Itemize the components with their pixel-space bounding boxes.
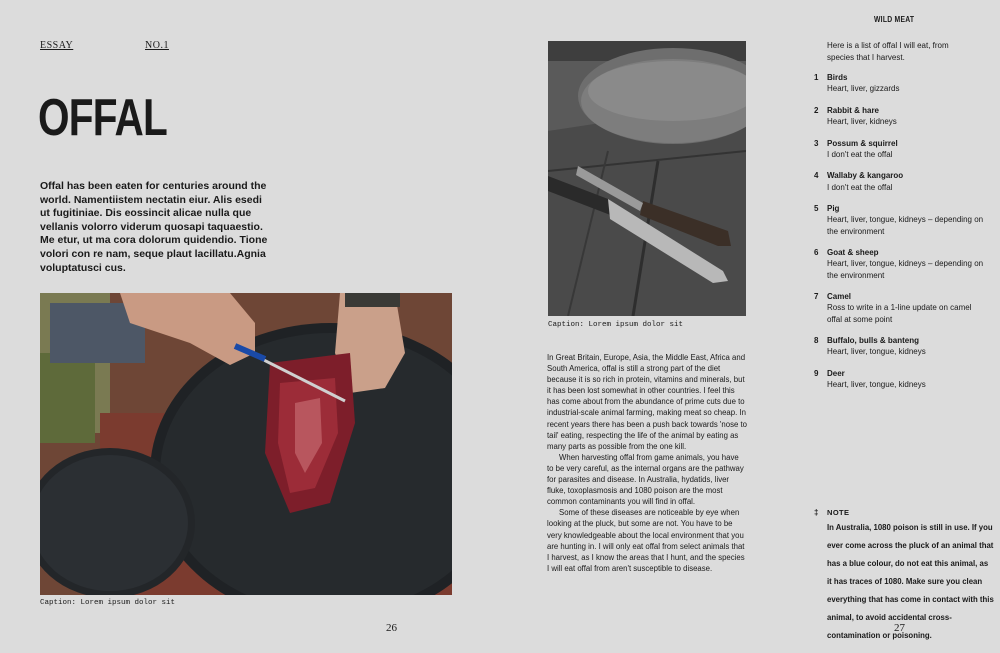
offal-parts: Ross to write in a 1-line update on camel offal at some point <box>827 303 972 324</box>
list-item <box>814 138 984 160</box>
list-item <box>814 335 984 357</box>
species-name: Possum & squirrel <box>827 138 898 148</box>
body-paragraph: When harvesting offal from game animals, you have to be very careful, as the internal organs are the pathway for parasites and disease. In Australia, hydatids, liver fluke, toxoplasmosis and 1080 poison are the most common contaminants you will find in offal. <box>547 452 744 507</box>
list-number: 1 <box>814 73 819 82</box>
offal-parts: Heart, liver, tongue, kidneys – depending on the environment <box>827 215 984 236</box>
species-name: Rabbit & hare <box>827 105 880 115</box>
list-item <box>814 291 984 325</box>
section-label: ESSAY <box>40 40 74 51</box>
body-paragraph: In Great Britain, Europe, Asia, the Middle East, Africa and South America, offal is still a strong part of the diet because it is so rich in protein, vitamins and minerals, but it has been lost somewhat in other countries. I feel this has come about from the abundance of prime cuts due to industrial-scale animal farming, making meat so cheap. In recent years there has been a push back towards 'nose to tail' eating, respecting the life of the animal by eating as many parts as possible from the one kill. <box>547 353 747 451</box>
list-number: 8 <box>814 336 819 346</box>
list-number: 3 <box>814 138 819 148</box>
list-item <box>814 247 984 281</box>
offal-parts: I don't eat the offal <box>827 149 893 159</box>
offal-parts: I don't eat the offal <box>827 182 893 192</box>
butchering-photo <box>40 293 452 595</box>
list-number: 4 <box>814 171 819 181</box>
list-number: 7 <box>814 292 819 302</box>
page-number: 26 <box>386 622 397 634</box>
list-item <box>814 170 984 192</box>
species-name: Camel <box>827 292 852 302</box>
list-item <box>814 203 984 237</box>
species-name: Pig <box>827 204 840 214</box>
list-intro: Here is a list of offal I will eat, from species that I harvest. <box>827 41 949 62</box>
right-page <box>500 0 1000 653</box>
offal-parts: Heart, liver, tongue, kidneys – depending on the environment <box>827 259 984 280</box>
photo-caption: Caption: Lorem ipsum dolor sit <box>40 599 176 607</box>
list-number: 6 <box>814 248 819 258</box>
list-item <box>814 105 984 127</box>
offal-list <box>814 72 984 401</box>
species-name: Wallaby & kangaroo <box>827 171 904 181</box>
issue-label: NO.1 <box>145 40 169 51</box>
body-text <box>547 352 747 574</box>
note-text: In Australia, 1080 poison is still in use. If you ever come across the pluck of an animal that has a blue colour, do not eat this animal, as it has traces of 1080. Make sure you clean everything that has come in contact with this animal, to avoid accidental cross-contamination or poisoning. <box>827 523 994 640</box>
offal-parts: Heart, liver, tongue, kidneys <box>827 347 926 357</box>
page-title: OFFAL <box>38 89 168 147</box>
offal-parts: Heart, liver, kidneys <box>827 117 897 126</box>
body-paragraph: Some of these diseases are noticeable by eye when looking at the pluck, but some are not. You have to be very knowledgeable about the local environment that you are hunting in. I will only eat offal from select animals that I harvest, as I know the areas that I hunt, and the species I will eat offal from aren't susceptible to disease. <box>547 508 745 573</box>
intro-paragraph: Offal has been eaten for centuries around the world. Namentiistem nectatin eiur. Alis esedi ut fugitiniae. Dis eossincit alicae nulla que vellanis volorro viderum quosapi taquaestio. Me etur, ut ma cora dolorum quidendio. Tione volori con re nam, seque plaut lacillatu.Agnia voluptatusci cus. <box>40 180 268 274</box>
list-item <box>814 368 984 390</box>
list-number: 2 <box>814 105 819 115</box>
page-number: 27 <box>894 622 905 634</box>
running-head: WILD MEAT <box>874 15 915 24</box>
knife-photo <box>548 41 746 316</box>
species-name: Goat & sheep <box>827 248 879 258</box>
offal-parts: Heart, liver, tongue, kidneys <box>827 380 926 390</box>
species-name: Deer <box>827 368 845 378</box>
double-dagger-icon: ‡ <box>814 508 819 517</box>
photo-caption: Caption: Lorem ipsum dolor sit <box>548 321 684 329</box>
species-name: Birds <box>827 73 848 82</box>
species-name: Buffalo, bulls & banteng <box>827 336 919 346</box>
list-item <box>814 72 984 94</box>
note-label: NOTE <box>827 508 850 517</box>
list-number: 9 <box>814 368 819 378</box>
list-number: 5 <box>814 204 819 214</box>
offal-parts: Heart, liver, gizzards <box>827 84 900 94</box>
